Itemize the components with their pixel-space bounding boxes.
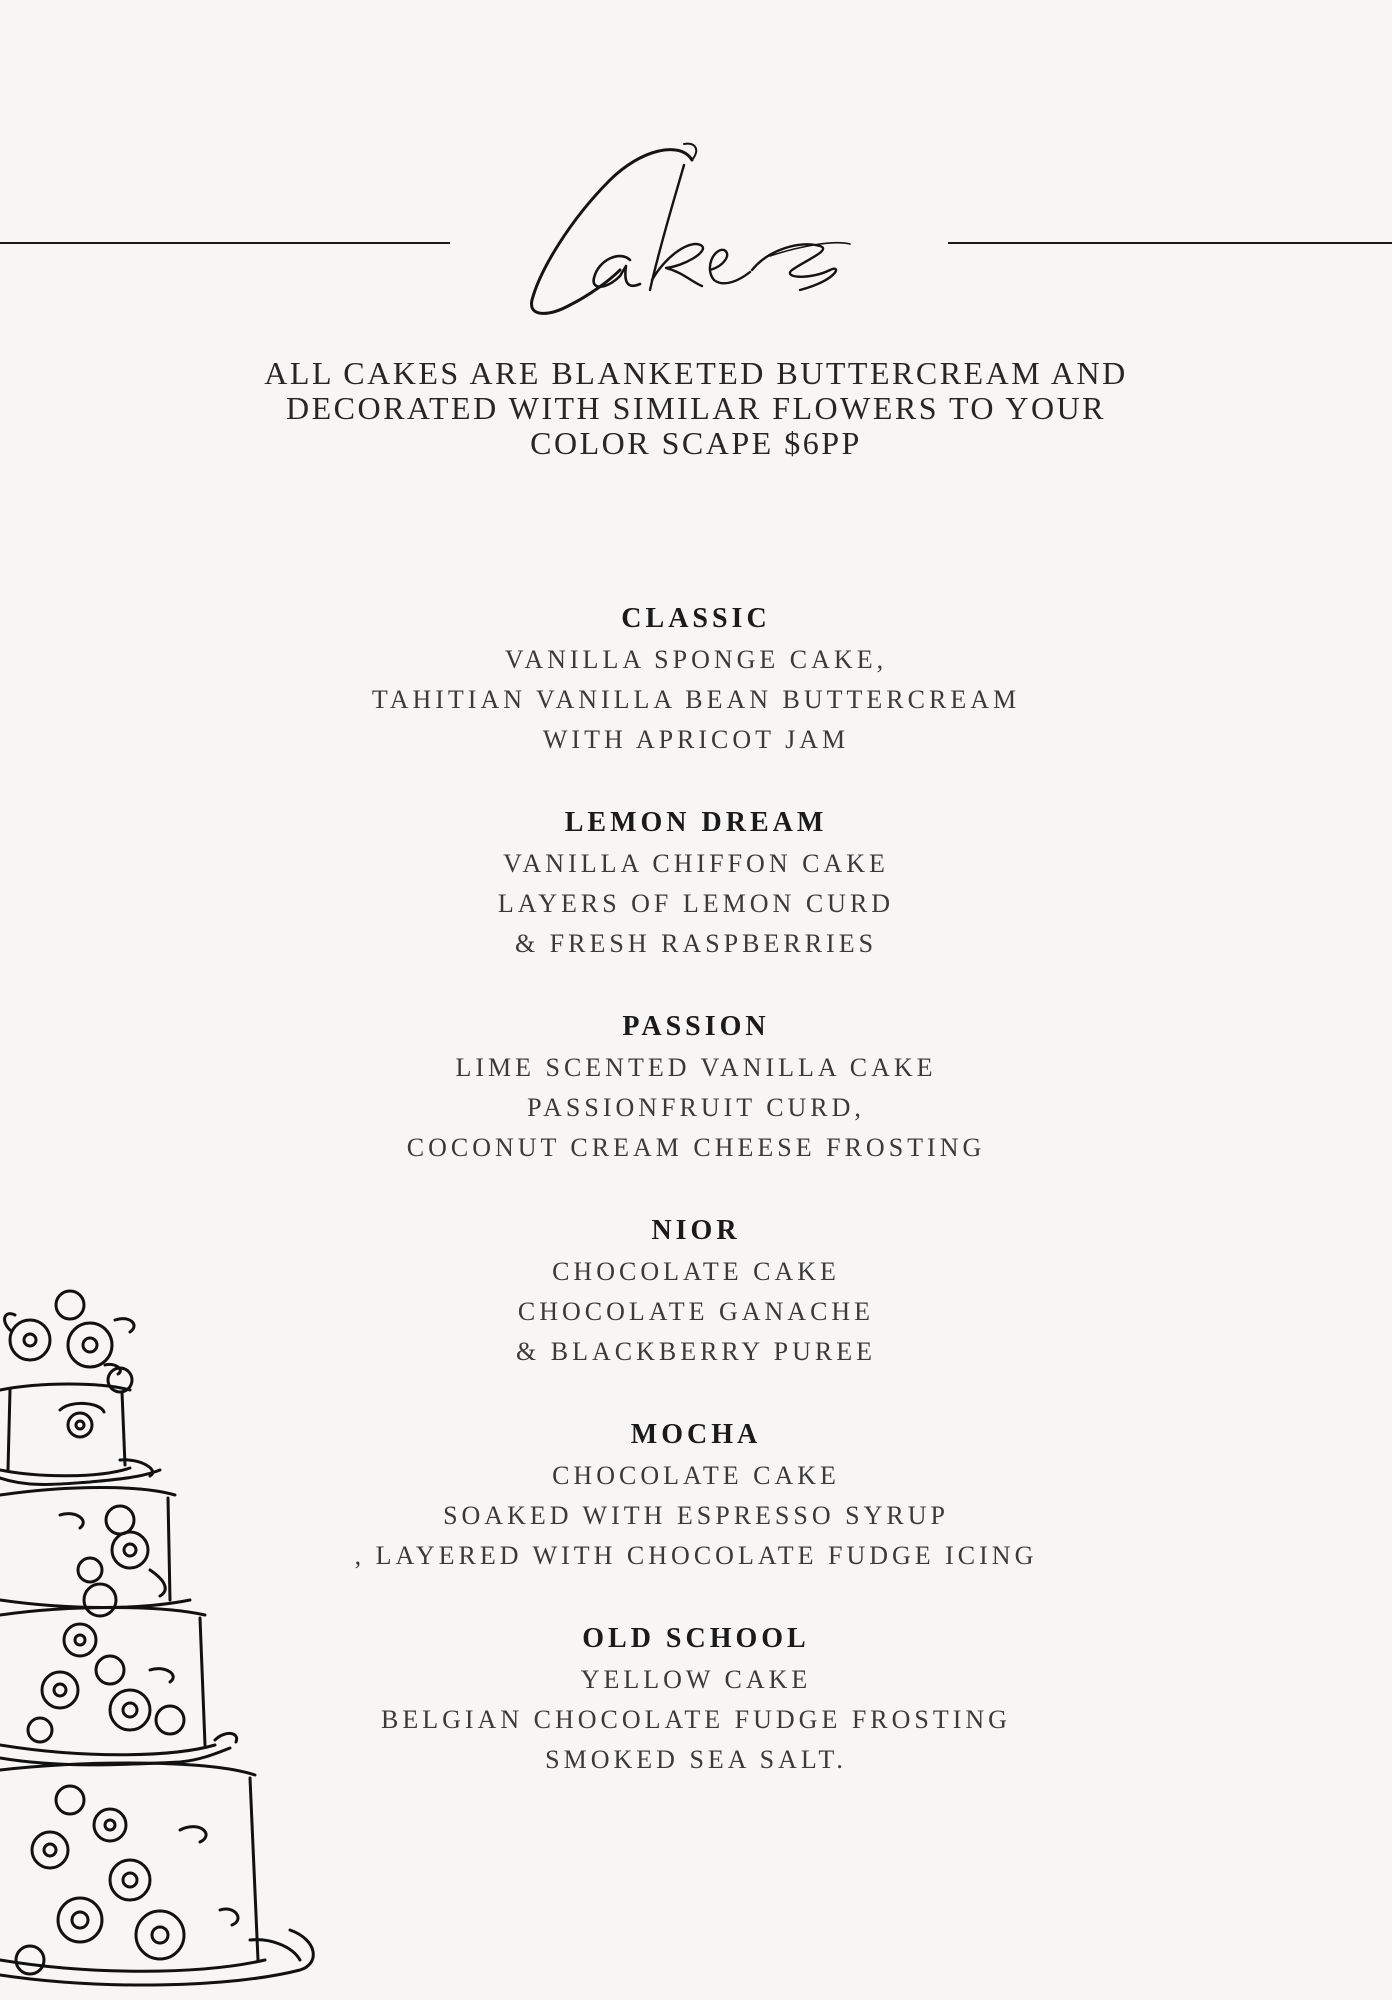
menu-item-line: SMOKED SEA SALT. xyxy=(545,1745,847,1774)
page-title xyxy=(470,120,890,340)
intro-line: ALL CAKES ARE BLANKETED BUTTERCREAM AND xyxy=(264,355,1128,391)
menu-item-line: SOAKED WITH ESPRESSO SYRUP xyxy=(443,1501,949,1530)
menu-item-name: CLASSIC xyxy=(621,603,771,634)
cakes-script-lettering xyxy=(470,120,890,340)
cake-line-drawing xyxy=(0,1270,330,2000)
menu-item-line: CHOCOLATE CAKE xyxy=(552,1257,840,1286)
menu-item-line: YELLOW CAKE xyxy=(580,1665,812,1694)
menu-item-line: VANILLA SPONGE CAKE, xyxy=(504,645,888,674)
menu-item-line: TAHITIAN VANILLA BEAN BUTTERCREAM xyxy=(371,685,1021,714)
menu-item-line: PASSIONFRUIT CURD, xyxy=(527,1093,865,1122)
menu-item-line: CHOCOLATE GANACHE xyxy=(517,1297,875,1326)
menu-item-name: NIOR xyxy=(651,1215,741,1246)
menu-item-line: CHOCOLATE CAKE xyxy=(552,1461,840,1490)
menu-item-nior xyxy=(200,1210,1192,1372)
menu-item-line: COCONUT CREAM CHEESE FROSTING xyxy=(406,1133,986,1162)
menu-item-classic xyxy=(200,598,1192,760)
menu-item-passion xyxy=(200,1006,1192,1168)
menu-item-line: LIME SCENTED VANILLA CAKE xyxy=(455,1053,937,1082)
menu-item-name: LEMON DREAM xyxy=(564,807,828,838)
tiered-cake-illustration-icon xyxy=(0,1270,330,2000)
title-rule-right xyxy=(948,242,1392,244)
intro-line: COLOR SCAPE $6PP xyxy=(530,425,862,461)
menu-item-name: OLD SCHOOL xyxy=(582,1623,810,1654)
menu-item-mocha xyxy=(200,1414,1192,1576)
title-rule-left xyxy=(0,242,450,244)
menu-item-line: WITH APRICOT JAM xyxy=(542,725,850,754)
menu-item-line: BELGIAN CHOCOLATE FUDGE FROSTING xyxy=(381,1705,1011,1734)
menu-item-lemon-dream xyxy=(200,802,1192,964)
menu-item-name: MOCHA xyxy=(630,1419,762,1450)
menu-item-line: VANILLA CHIFFON CAKE xyxy=(503,849,889,878)
menu-item-line: , LAYERED WITH CHOCOLATE FUDGE ICING xyxy=(354,1541,1038,1570)
menu-item-line: & FRESH RASPBERRIES xyxy=(514,929,878,958)
menu-item-name: PASSION xyxy=(622,1011,770,1042)
menu-item-old-school xyxy=(200,1618,1192,1780)
cake-menu-list xyxy=(200,598,1192,1822)
intro-text xyxy=(200,356,1192,461)
intro-line: DECORATED WITH SIMILAR FLOWERS TO YOUR xyxy=(285,390,1107,426)
menu-item-line: & BLACKBERRY PUREE xyxy=(516,1337,876,1366)
menu-item-line: LAYERS OF LEMON CURD xyxy=(497,889,895,918)
